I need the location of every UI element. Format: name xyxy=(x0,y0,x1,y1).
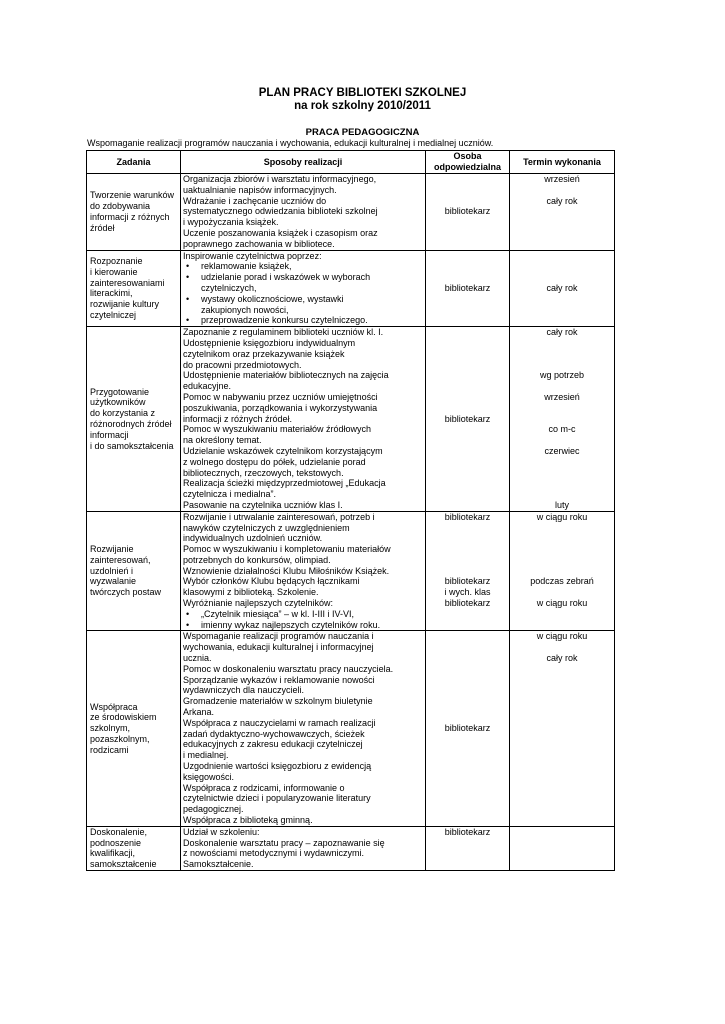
task-cell xyxy=(87,826,181,870)
osoba-cell: bibliotekarz xyxy=(426,826,510,870)
intro-text: Wspomaganie realizacji programów nauczania i wychowania, edukacji kulturalnej i medialnej uczniów. xyxy=(87,138,494,148)
spacer xyxy=(512,381,612,392)
table-header-row xyxy=(87,151,615,174)
spacer xyxy=(428,544,507,555)
osoba-line: i wych. klas xyxy=(444,587,491,598)
method-line: Wspomaganie realizacji programów nauczania i xyxy=(183,631,374,642)
method-line: Wybór członków Klubu będących łącznikami xyxy=(183,576,360,587)
method-line: Rozwijanie i utrwalanie zainteresowań, potrzeb i xyxy=(183,511,375,522)
termin-cell xyxy=(510,511,615,631)
method-line: poszukiwania, porządkowania i wykorzystywania xyxy=(183,402,378,413)
method-line: Pomoc w nabywaniu przez uczniów umiejętności xyxy=(183,391,378,402)
method-line: Pomoc w wyszukiwaniu i kompletowaniu materiałów xyxy=(183,544,391,555)
method-line: czytelnikom oraz przekazywanie książek xyxy=(183,348,345,359)
osoba-line: bibliotekarz xyxy=(444,723,491,734)
method-line: Doskonalenie warsztatu pracy – zapoznawanie się xyxy=(183,837,385,848)
methods-cell xyxy=(181,250,426,327)
header-zadania: Zadania xyxy=(87,151,181,174)
task-line: kwalifikacji, xyxy=(90,848,136,859)
spacer xyxy=(428,566,507,577)
method-line: Współpraca z rodzicami, informowanie o xyxy=(183,782,345,793)
method-line: księgowości. xyxy=(183,771,235,782)
task-cell xyxy=(87,250,181,327)
osoba-line: bibliotekarz xyxy=(444,206,491,217)
spacer xyxy=(512,435,612,446)
termin-line: luty xyxy=(554,499,569,510)
header-osoba xyxy=(426,151,510,174)
spacer xyxy=(512,338,612,349)
plan-title: PLAN PRACY BIBLIOTEKI SZKOLNEJ xyxy=(258,87,467,99)
header-osoba-line2: odpowiedzialna xyxy=(433,162,501,172)
table-row xyxy=(87,327,615,512)
spacer xyxy=(428,523,507,534)
method-line: Udzielanie wskazówek czytelnikom korzystającym xyxy=(183,445,383,456)
termin-line: cały rok xyxy=(546,195,578,206)
task-line: czytelniczej xyxy=(90,309,137,320)
method-line: Współpraca z nauczycielami w ramach realizacji xyxy=(183,717,376,728)
method-line: czytelniczych, xyxy=(201,282,257,293)
spacer xyxy=(512,533,612,544)
task-line: użytkowników xyxy=(90,397,146,408)
bullet-item: • reklamowanie książek, xyxy=(183,261,423,272)
method-line: Realizacja ścieżki międzyprzedmiotowej „Edukacja xyxy=(183,478,386,489)
method-line: i medialnej. xyxy=(183,750,229,761)
method-line: zadań dydaktyczno-wychowawczych, ścieżek xyxy=(183,728,365,739)
termin-line: w ciągu roku xyxy=(536,598,588,609)
osoba-line: bibliotekarz xyxy=(444,511,491,522)
termin-line: podczas zebrań xyxy=(530,576,594,587)
method-line: edukacyjne. xyxy=(183,381,232,392)
task-line: rozwijanie kultury xyxy=(90,299,160,310)
method-line: poprawnego zachowania w bibliotece. xyxy=(183,238,335,249)
method-line: pedagogicznej. xyxy=(183,804,244,815)
bullet-item: • przeprowadzenie konkursu czytelniczego. xyxy=(183,315,423,326)
termin-cell xyxy=(510,327,615,512)
method-line: czytelnicza i medialna”. xyxy=(183,489,277,500)
bullet-item: • wystawy okolicznościowe, wystawki xyxy=(183,294,423,305)
spacer xyxy=(512,555,612,566)
table-body xyxy=(87,174,615,871)
method-line: Udostępnienie księgozbioru indywidualnym xyxy=(183,337,356,348)
osoba-line: bibliotekarz xyxy=(444,282,491,293)
task-line: szkolnym, xyxy=(90,723,131,734)
task-line: Rozwijanie xyxy=(90,544,134,555)
osoba-cell xyxy=(426,250,510,327)
spacer xyxy=(512,457,612,468)
header-osoba-line1: Osoba xyxy=(453,151,482,162)
method-line: informacji z różnych źródeł. xyxy=(183,413,293,424)
osoba-line: bibliotekarz xyxy=(444,413,491,424)
task-line: rodzicami xyxy=(90,744,129,755)
spacer xyxy=(512,468,612,479)
method-line: edukacyjnych z zakresu edukacji czytelniczej xyxy=(183,739,363,750)
method-line: Pomoc w wyszukiwaniu materiałów źródłowych xyxy=(183,424,372,435)
task-line: pozaszkolnym, xyxy=(90,734,150,745)
spacer xyxy=(512,523,612,534)
section-title: PRACA PEDAGOGICZNA xyxy=(305,127,420,138)
task-line: Przygotowanie xyxy=(90,386,150,397)
termin-line: wrzesień xyxy=(544,391,580,402)
task-cell xyxy=(87,174,181,251)
method-line: uaktualnianie napisów informacyjnych. xyxy=(183,184,337,195)
task-line: samokształcenie xyxy=(90,859,157,870)
method-line: i wypożyczania książek. xyxy=(183,217,279,228)
task-line: zainteresowaniami xyxy=(90,277,165,288)
task-line: różnorodnych źródeł xyxy=(90,418,172,429)
method-line: na określony temat. xyxy=(183,435,262,446)
task-cell xyxy=(87,327,181,512)
spacer xyxy=(512,185,612,196)
method-line: Sporządzanie wykazów i reklamowanie nowości xyxy=(183,674,375,685)
termin-line: co m-c xyxy=(548,424,576,435)
termin-line: cały rok xyxy=(546,653,578,664)
termin-line: czerwiec xyxy=(544,445,580,456)
task-line: twórczych postaw xyxy=(90,587,162,598)
task-line: do korzystania z xyxy=(90,408,156,419)
task-line: źródeł xyxy=(90,222,115,233)
method-line: potrzebnych do konkursów, olimpiad. xyxy=(183,554,331,565)
table-row xyxy=(87,631,615,826)
task-line: i do samokształcenia xyxy=(90,440,174,451)
spacer xyxy=(512,642,612,653)
task-line: literackimi, xyxy=(90,288,133,299)
termin-cell xyxy=(510,174,615,251)
method-line: Organizacja zbiorów i warsztatu informacyjnego, xyxy=(183,174,377,184)
methods-cell xyxy=(181,174,426,251)
method-line: ucznia. xyxy=(183,653,212,664)
method-line: Samokształcenie. xyxy=(183,859,254,870)
method-line: Pomoc w doskonaleniu warsztatu pracy nauczyciela. xyxy=(183,663,394,674)
termin-cell xyxy=(510,631,615,826)
spacer xyxy=(512,414,612,425)
task-line: Doskonalenie, xyxy=(90,826,148,837)
termin-line: w ciągu roku xyxy=(536,511,588,522)
method-line: nawyków czytelniczych z uwzględnieniem xyxy=(183,522,350,533)
method-line: Wyróżnianie najlepszych czytelników: xyxy=(183,598,333,609)
task-line: ze środowiskiem xyxy=(90,712,157,723)
task-line: Współpraca xyxy=(90,701,138,712)
osoba-list xyxy=(428,512,507,609)
method-line: Inspirowanie czytelnictwa poprzez: xyxy=(183,250,322,261)
method-line: czytelnictwie dzieci i popularyzowanie literatury xyxy=(183,793,371,804)
method-line: wydawniczych dla nauczycieli. xyxy=(183,685,305,696)
header-sposoby: Sposoby realizacji xyxy=(181,151,426,174)
spacer xyxy=(512,587,612,598)
method-line: Wznowienie działalności Klubu Miłośników Książek. xyxy=(183,565,390,576)
osoba-cell xyxy=(426,511,510,631)
osoba-cell xyxy=(426,631,510,826)
termin-cell: cały rok xyxy=(510,250,615,327)
task-line: do zdobywania xyxy=(90,200,151,211)
spacer xyxy=(512,349,612,360)
methods-cell xyxy=(181,826,426,870)
task-line: wyzwalanie xyxy=(90,576,137,587)
methods-cell xyxy=(181,511,426,631)
method-line: Zapoznanie z regulaminem biblioteki uczniów kl. I. xyxy=(183,327,384,338)
termin-list xyxy=(512,174,612,206)
spacer xyxy=(512,566,612,577)
bullet-item: • imienny wykaz najlepszych czytelników roku. xyxy=(183,620,423,631)
plan-subtitle: na rok szkolny 2010/2011 xyxy=(294,100,431,112)
method-line: Uzgodnienie wartości księgozbioru z ewidencją xyxy=(183,761,372,772)
header-termin: Termin wykonania xyxy=(510,151,615,174)
task-line: zainteresowań, xyxy=(90,554,151,565)
method-line: z nowościami metodycznymi i wydawniczymi. xyxy=(183,848,365,859)
method-line: zakupionych nowości, xyxy=(201,304,289,315)
task-line: uzdolnień i xyxy=(90,565,134,576)
termin-line: cały rok xyxy=(546,327,578,338)
termin-line: w ciągu roku xyxy=(536,631,588,642)
spacer xyxy=(512,544,612,555)
table-row xyxy=(87,826,615,870)
task-cell xyxy=(87,631,181,826)
method-line: indywidualnych uzdolnień uczniów. xyxy=(183,533,323,544)
task-line: informacji z różnych xyxy=(90,211,170,222)
spacer xyxy=(512,478,612,489)
method-line: wychowania, edukacji kulturalnej i informacyjnej xyxy=(183,642,374,653)
osoba-cell xyxy=(426,174,510,251)
method-line: Udział w szkoleniu: xyxy=(183,826,260,837)
osoba-cell xyxy=(426,327,510,512)
method-line: systematycznego odwiedzania biblioteki szkolnej xyxy=(183,206,378,217)
method-line: bibliotecznych, rzeczowych, tekstowych. xyxy=(183,467,344,478)
termin-cell xyxy=(510,826,615,870)
termin-list xyxy=(512,512,612,609)
methods-cell xyxy=(181,327,426,512)
methods-cell xyxy=(181,631,426,826)
task-line: podnoszenie xyxy=(90,837,142,848)
method-line: Arkana. xyxy=(183,707,215,718)
table-row xyxy=(87,174,615,251)
method-line: Uczenie poszanowania książek i czasopism oraz xyxy=(183,227,378,238)
osoba-line: bibliotekarz xyxy=(444,576,491,587)
task-line: i kierowanie xyxy=(90,266,138,277)
spacer xyxy=(512,489,612,500)
method-line: klasowymi z biblioteką. Szkolenie. xyxy=(183,587,319,598)
termin-list xyxy=(512,327,612,511)
method-line: Współpraca z biblioteką gminną. xyxy=(183,815,313,826)
spacer xyxy=(428,533,507,544)
method-line: Udostępnienie materiałów bibliotecznych na zajęcia xyxy=(183,370,389,381)
osoba-line: bibliotekarz xyxy=(444,598,491,609)
termin-list xyxy=(512,631,612,663)
bullet-item: • udzielanie porad i wskazówek w wyborach xyxy=(183,272,423,283)
method-line: Wdrażanie i zachęcanie uczniów do xyxy=(183,195,327,206)
task-line: Rozpoznanie xyxy=(90,255,143,266)
termin-line: wrzesień xyxy=(544,174,580,184)
spacer xyxy=(512,403,612,414)
bullet-item: • „Czytelnik miesiąca” – w kl. I-III i IV-VI, xyxy=(183,609,423,620)
plan-table xyxy=(86,150,615,871)
task-cell xyxy=(87,511,181,631)
spacer xyxy=(512,360,612,371)
table-row xyxy=(87,250,615,327)
method-line: Pasowanie na czytelnika uczniów klas I. xyxy=(183,499,343,510)
task-line: Tworzenie warunków xyxy=(90,190,175,201)
method-line: Gromadzenie materiałów w szkolnym biuletynie xyxy=(183,696,373,707)
method-line: z wolnego dostępu do półek, udzielanie porad xyxy=(183,456,366,467)
task-line: informacji xyxy=(90,429,129,440)
spacer xyxy=(428,555,507,566)
method-line: do pracowni przedmiotowych. xyxy=(183,359,302,370)
termin-line: wg potrzeb xyxy=(539,370,585,381)
table-row xyxy=(87,511,615,631)
